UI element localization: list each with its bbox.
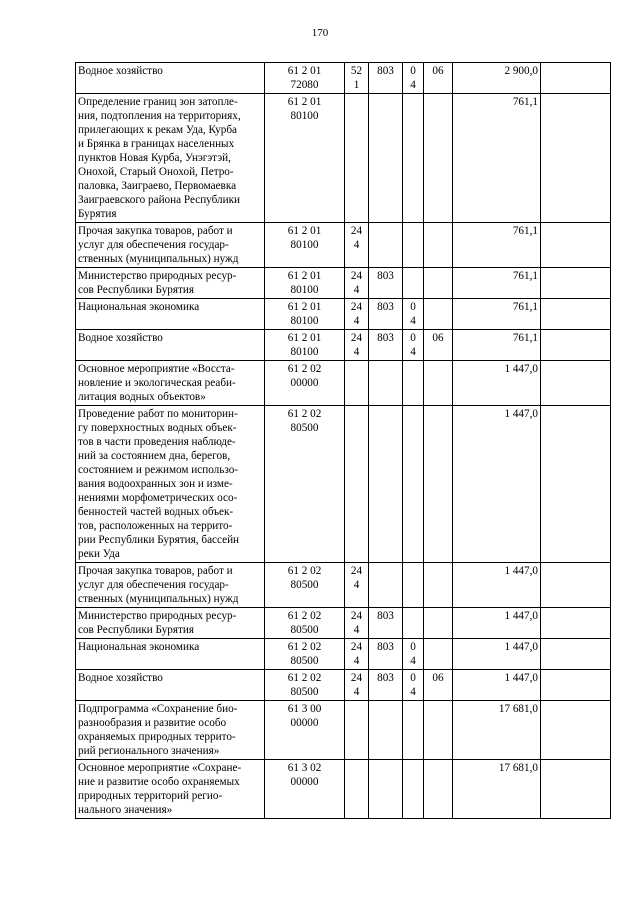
table-row (76, 608, 611, 639)
cell-text-line: 61 2 02 (287, 408, 322, 420)
row-expense-type-cell (345, 670, 369, 701)
cell-text-line: тов, расположенных на террито- (78, 520, 233, 532)
cell-text-line: нального значения» (78, 804, 173, 816)
cell-text-line: услуг для обеспечения государ- (78, 239, 229, 251)
row-empty-cell (541, 760, 611, 819)
row-expense-type-cell (345, 63, 369, 94)
row-grbs-cell (369, 94, 403, 223)
cell-text-line: Основное мероприятие «Сохране- (78, 762, 242, 774)
row-name-cell (76, 639, 265, 670)
row-subsection-cell: 06 (424, 670, 453, 701)
row-section-cell (403, 94, 424, 223)
row-name-cell (76, 268, 265, 299)
row-expense-type-cell (345, 361, 369, 406)
cell-text-line: 61 2 02 (287, 672, 322, 684)
row-code-cell (265, 639, 345, 670)
cell-text-line: 24 (350, 641, 363, 653)
row-sum-cell: 1 447,0 (453, 608, 541, 639)
row-code-cell (265, 361, 345, 406)
cell-text-line: рии Республики Бурятия, бассейн (78, 534, 240, 546)
row-code-cell (265, 701, 345, 760)
row-subsection-cell (424, 223, 453, 268)
cell-text-line: 24 (350, 225, 363, 237)
cell-text-line: 24 (350, 565, 363, 577)
cell-text-line: 4 (410, 686, 416, 698)
row-grbs-cell: 803 (369, 63, 403, 94)
cell-text-line: 61 3 00 (287, 703, 322, 715)
cell-text-line: и Брянка в границах населенных (78, 138, 235, 150)
row-empty-cell (541, 299, 611, 330)
row-section-cell (403, 268, 424, 299)
row-empty-cell (541, 94, 611, 223)
row-subsection-cell (424, 608, 453, 639)
cell-text-line: Министерство природных ресур- (78, 610, 237, 622)
row-empty-cell (541, 563, 611, 608)
table-row (76, 223, 611, 268)
row-section-cell (403, 563, 424, 608)
row-expense-type-cell (345, 94, 369, 223)
cell-text-line: 61 2 01 (287, 332, 322, 344)
row-sum-cell: 1 447,0 (453, 406, 541, 563)
cell-text-line: 80500 (290, 686, 319, 698)
cell-text-line: 0 (410, 641, 416, 653)
cell-text-line: 61 3 02 (287, 762, 322, 774)
row-sum-cell: 761,1 (453, 299, 541, 330)
row-empty-cell (541, 670, 611, 701)
cell-text-line: прилегающих к рекам Уда, Курба (78, 124, 237, 136)
row-empty-cell (541, 639, 611, 670)
table-row (76, 63, 611, 94)
table-row (76, 299, 611, 330)
row-empty-cell (541, 63, 611, 94)
cell-text-line: состоянием и режимом использо- (78, 464, 239, 476)
cell-text-line: Подпрограмма «Сохранение био- (78, 703, 238, 715)
row-grbs-cell: 803 (369, 670, 403, 701)
row-code-cell (265, 760, 345, 819)
row-section-cell (403, 63, 424, 94)
cell-text-line: Водное хозяйство (78, 332, 163, 344)
row-expense-type-cell (345, 268, 369, 299)
cell-text-line: 0 (410, 65, 416, 77)
row-grbs-cell (369, 406, 403, 563)
row-empty-cell (541, 361, 611, 406)
cell-text-line: рий регионального значения» (78, 745, 220, 757)
row-expense-type-cell (345, 760, 369, 819)
table-row (76, 639, 611, 670)
cell-text-line: ние и развитие особо охраняемых (78, 776, 240, 788)
row-name-cell (76, 330, 265, 361)
cell-text-line: 4 (353, 239, 360, 251)
table-row (76, 268, 611, 299)
cell-text-line: ний за состоянием дна, берегов, (78, 450, 231, 462)
row-empty-cell (541, 330, 611, 361)
row-empty-cell (541, 701, 611, 760)
row-name-cell (76, 63, 265, 94)
cell-text-line: сов Республики Бурятия (78, 624, 195, 636)
row-sum-cell: 761,1 (453, 94, 541, 223)
row-empty-cell (541, 223, 611, 268)
cell-text-line: 4 (410, 346, 416, 358)
cell-text-line: Проведение работ по мониторин- (78, 408, 238, 420)
row-section-cell (403, 608, 424, 639)
cell-text-line: Национальная экономика (78, 301, 200, 313)
row-section-cell (403, 361, 424, 406)
row-expense-type-cell (345, 299, 369, 330)
table-row (76, 406, 611, 563)
cell-text-line: 0 (410, 672, 416, 684)
row-sum-cell: 2 900,0 (453, 63, 541, 94)
cell-text-line: Бурятия (78, 208, 117, 220)
cell-text-line: охраняемых природных террито- (78, 731, 236, 743)
row-subsection-cell (424, 639, 453, 670)
cell-text-line: бенностей частей водных объек- (78, 506, 234, 518)
cell-text-line: 1 (353, 79, 360, 91)
row-grbs-cell: 803 (369, 639, 403, 670)
row-grbs-cell (369, 223, 403, 268)
cell-text-line: 4 (353, 579, 360, 591)
cell-text-line: 80500 (290, 422, 319, 434)
cell-text-line: 61 2 01 (287, 65, 322, 77)
row-sum-cell: 17 681,0 (453, 701, 541, 760)
row-empty-cell (541, 268, 611, 299)
row-expense-type-cell (345, 639, 369, 670)
cell-text-line: сов Республики Бурятия (78, 284, 195, 296)
cell-text-line: Министерство природных ресур- (78, 270, 237, 282)
row-grbs-cell (369, 701, 403, 760)
cell-text-line: 52 (350, 65, 363, 77)
cell-text-line: ственных (муниципальных) нужд (78, 593, 239, 605)
cell-text-line: 24 (350, 672, 363, 684)
cell-text-line: 4 (353, 624, 360, 636)
cell-text-line: 80500 (290, 624, 319, 636)
cell-text-line: 4 (353, 315, 360, 327)
row-subsection-cell (424, 361, 453, 406)
row-code-cell (265, 670, 345, 701)
cell-text-line: 61 2 02 (287, 610, 322, 622)
cell-text-line: 61 2 01 (287, 96, 322, 108)
row-grbs-cell: 803 (369, 299, 403, 330)
row-name-cell (76, 760, 265, 819)
row-grbs-cell (369, 563, 403, 608)
cell-text-line: 00000 (290, 377, 319, 389)
cell-text-line: 4 (353, 686, 360, 698)
cell-text-line: 24 (350, 332, 363, 344)
row-code-cell (265, 330, 345, 361)
cell-text-line: паловка, Заиграево, Первомаевка (78, 180, 237, 192)
row-subsection-cell: 06 (424, 330, 453, 361)
cell-text-line: 4 (410, 655, 416, 667)
row-expense-type-cell (345, 608, 369, 639)
row-sum-cell: 1 447,0 (453, 563, 541, 608)
cell-text-line: 4 (410, 79, 416, 91)
cell-text-line: природных территорий регио- (78, 790, 223, 802)
row-section-cell (403, 223, 424, 268)
row-subsection-cell (424, 406, 453, 563)
cell-text-line: 61 2 02 (287, 565, 322, 577)
table-row (76, 670, 611, 701)
cell-text-line: Водное хозяйство (78, 65, 163, 77)
cell-text-line: 80500 (290, 579, 319, 591)
row-subsection-cell (424, 94, 453, 223)
cell-text-line: 0 (410, 332, 416, 344)
table-row (76, 563, 611, 608)
cell-text-line: 80100 (290, 346, 319, 358)
cell-text-line: литация водных объектов» (78, 391, 206, 403)
cell-text-line: 61 2 02 (287, 641, 322, 653)
table-row (76, 94, 611, 223)
cell-text-line: пунктов Новая Курба, Унэгэтэй, (78, 152, 231, 164)
row-name-cell (76, 299, 265, 330)
row-expense-type-cell (345, 563, 369, 608)
row-subsection-cell (424, 268, 453, 299)
table-row (76, 760, 611, 819)
cell-text-line: нениями морфометрических осо- (78, 492, 238, 504)
cell-text-line: 61 2 01 (287, 225, 322, 237)
cell-text-line: 24 (350, 301, 363, 313)
cell-text-line: 24 (350, 610, 363, 622)
cell-text-line: Водное хозяйство (78, 672, 163, 684)
row-section-cell (403, 670, 424, 701)
row-code-cell (265, 63, 345, 94)
cell-text-line: Прочая закупка товаров, работ и (78, 565, 233, 577)
row-expense-type-cell (345, 406, 369, 563)
row-name-cell (76, 670, 265, 701)
row-grbs-cell: 803 (369, 268, 403, 299)
row-name-cell (76, 563, 265, 608)
cell-text-line: Заиграевского района Республики (78, 194, 241, 206)
row-sum-cell: 17 681,0 (453, 760, 541, 819)
row-grbs-cell (369, 361, 403, 406)
row-section-cell (403, 299, 424, 330)
cell-text-line: Основное мероприятие «Восста- (78, 363, 235, 375)
cell-text-line: 80100 (290, 284, 319, 296)
row-sum-cell: 1 447,0 (453, 639, 541, 670)
row-expense-type-cell (345, 223, 369, 268)
row-grbs-cell (369, 760, 403, 819)
cell-text-line: тов в части проведения наблюде- (78, 436, 236, 448)
cell-text-line: 80100 (290, 239, 319, 251)
cell-text-line: 4 (353, 655, 360, 667)
row-empty-cell (541, 406, 611, 563)
row-expense-type-cell (345, 330, 369, 361)
cell-text-line: гу поверхностных водных объек- (78, 422, 237, 434)
cell-text-line: 4 (410, 315, 416, 327)
row-section-cell (403, 760, 424, 819)
row-expense-type-cell (345, 701, 369, 760)
cell-text-line: новление и экологическая реаби- (78, 377, 236, 389)
cell-text-line: Прочая закупка товаров, работ и (78, 225, 233, 237)
row-sum-cell: 761,1 (453, 330, 541, 361)
table-row (76, 330, 611, 361)
page-number: 170 (311, 27, 329, 39)
cell-text-line: вания водоохранных зон и изме- (78, 478, 233, 490)
row-code-cell (265, 563, 345, 608)
row-grbs-cell: 803 (369, 608, 403, 639)
cell-text-line: 00000 (290, 776, 319, 788)
cell-text-line: реки Уда (78, 548, 120, 560)
row-name-cell (76, 406, 265, 563)
row-subsection-cell: 06 (424, 63, 453, 94)
cell-text-line: 24 (350, 270, 363, 282)
cell-text-line: 80100 (290, 315, 319, 327)
budget-table-body (76, 63, 611, 819)
cell-text-line: 61 2 01 (287, 270, 322, 282)
cell-text-line: 0 (410, 301, 416, 313)
row-name-cell (76, 361, 265, 406)
budget-table (75, 62, 611, 819)
row-sum-cell: 761,1 (453, 268, 541, 299)
row-sum-cell: 1 447,0 (453, 361, 541, 406)
cell-text-line: услуг для обеспечения государ- (78, 579, 229, 591)
row-grbs-cell: 803 (369, 330, 403, 361)
row-code-cell (265, 94, 345, 223)
cell-text-line: 61 2 02 (287, 363, 322, 375)
row-subsection-cell (424, 563, 453, 608)
row-section-cell (403, 701, 424, 760)
table-row (76, 701, 611, 760)
row-subsection-cell (424, 299, 453, 330)
cell-text-line: 80100 (290, 110, 319, 122)
cell-text-line: Национальная экономика (78, 641, 200, 653)
cell-text-line: ния, подтопления на территориях, (78, 110, 241, 122)
row-code-cell (265, 223, 345, 268)
row-sum-cell: 761,1 (453, 223, 541, 268)
row-empty-cell (541, 608, 611, 639)
cell-text-line: Онохой, Старый Онохой, Петро- (78, 166, 234, 178)
row-code-cell (265, 299, 345, 330)
cell-text-line: ственных (муниципальных) нужд (78, 253, 239, 265)
row-subsection-cell (424, 701, 453, 760)
row-code-cell (265, 406, 345, 563)
row-sum-cell: 1 447,0 (453, 670, 541, 701)
row-name-cell (76, 223, 265, 268)
row-section-cell (403, 639, 424, 670)
cell-text-line: 61 2 01 (287, 301, 322, 313)
cell-text-line: 72080 (290, 79, 319, 91)
cell-text-line: Определение границ зон затопле- (78, 96, 238, 108)
row-section-cell (403, 406, 424, 563)
row-code-cell (265, 608, 345, 639)
row-section-cell (403, 330, 424, 361)
row-name-cell (76, 701, 265, 760)
cell-text-line: 80500 (290, 655, 319, 667)
table-row (76, 361, 611, 406)
row-subsection-cell (424, 760, 453, 819)
cell-text-line: разнообразия и развитие особо (78, 717, 227, 729)
cell-text-line: 4 (353, 346, 360, 358)
row-name-cell (76, 608, 265, 639)
row-code-cell (265, 268, 345, 299)
cell-text-line: 00000 (290, 717, 319, 729)
cell-text-line: 4 (353, 284, 360, 296)
row-name-cell (76, 94, 265, 223)
